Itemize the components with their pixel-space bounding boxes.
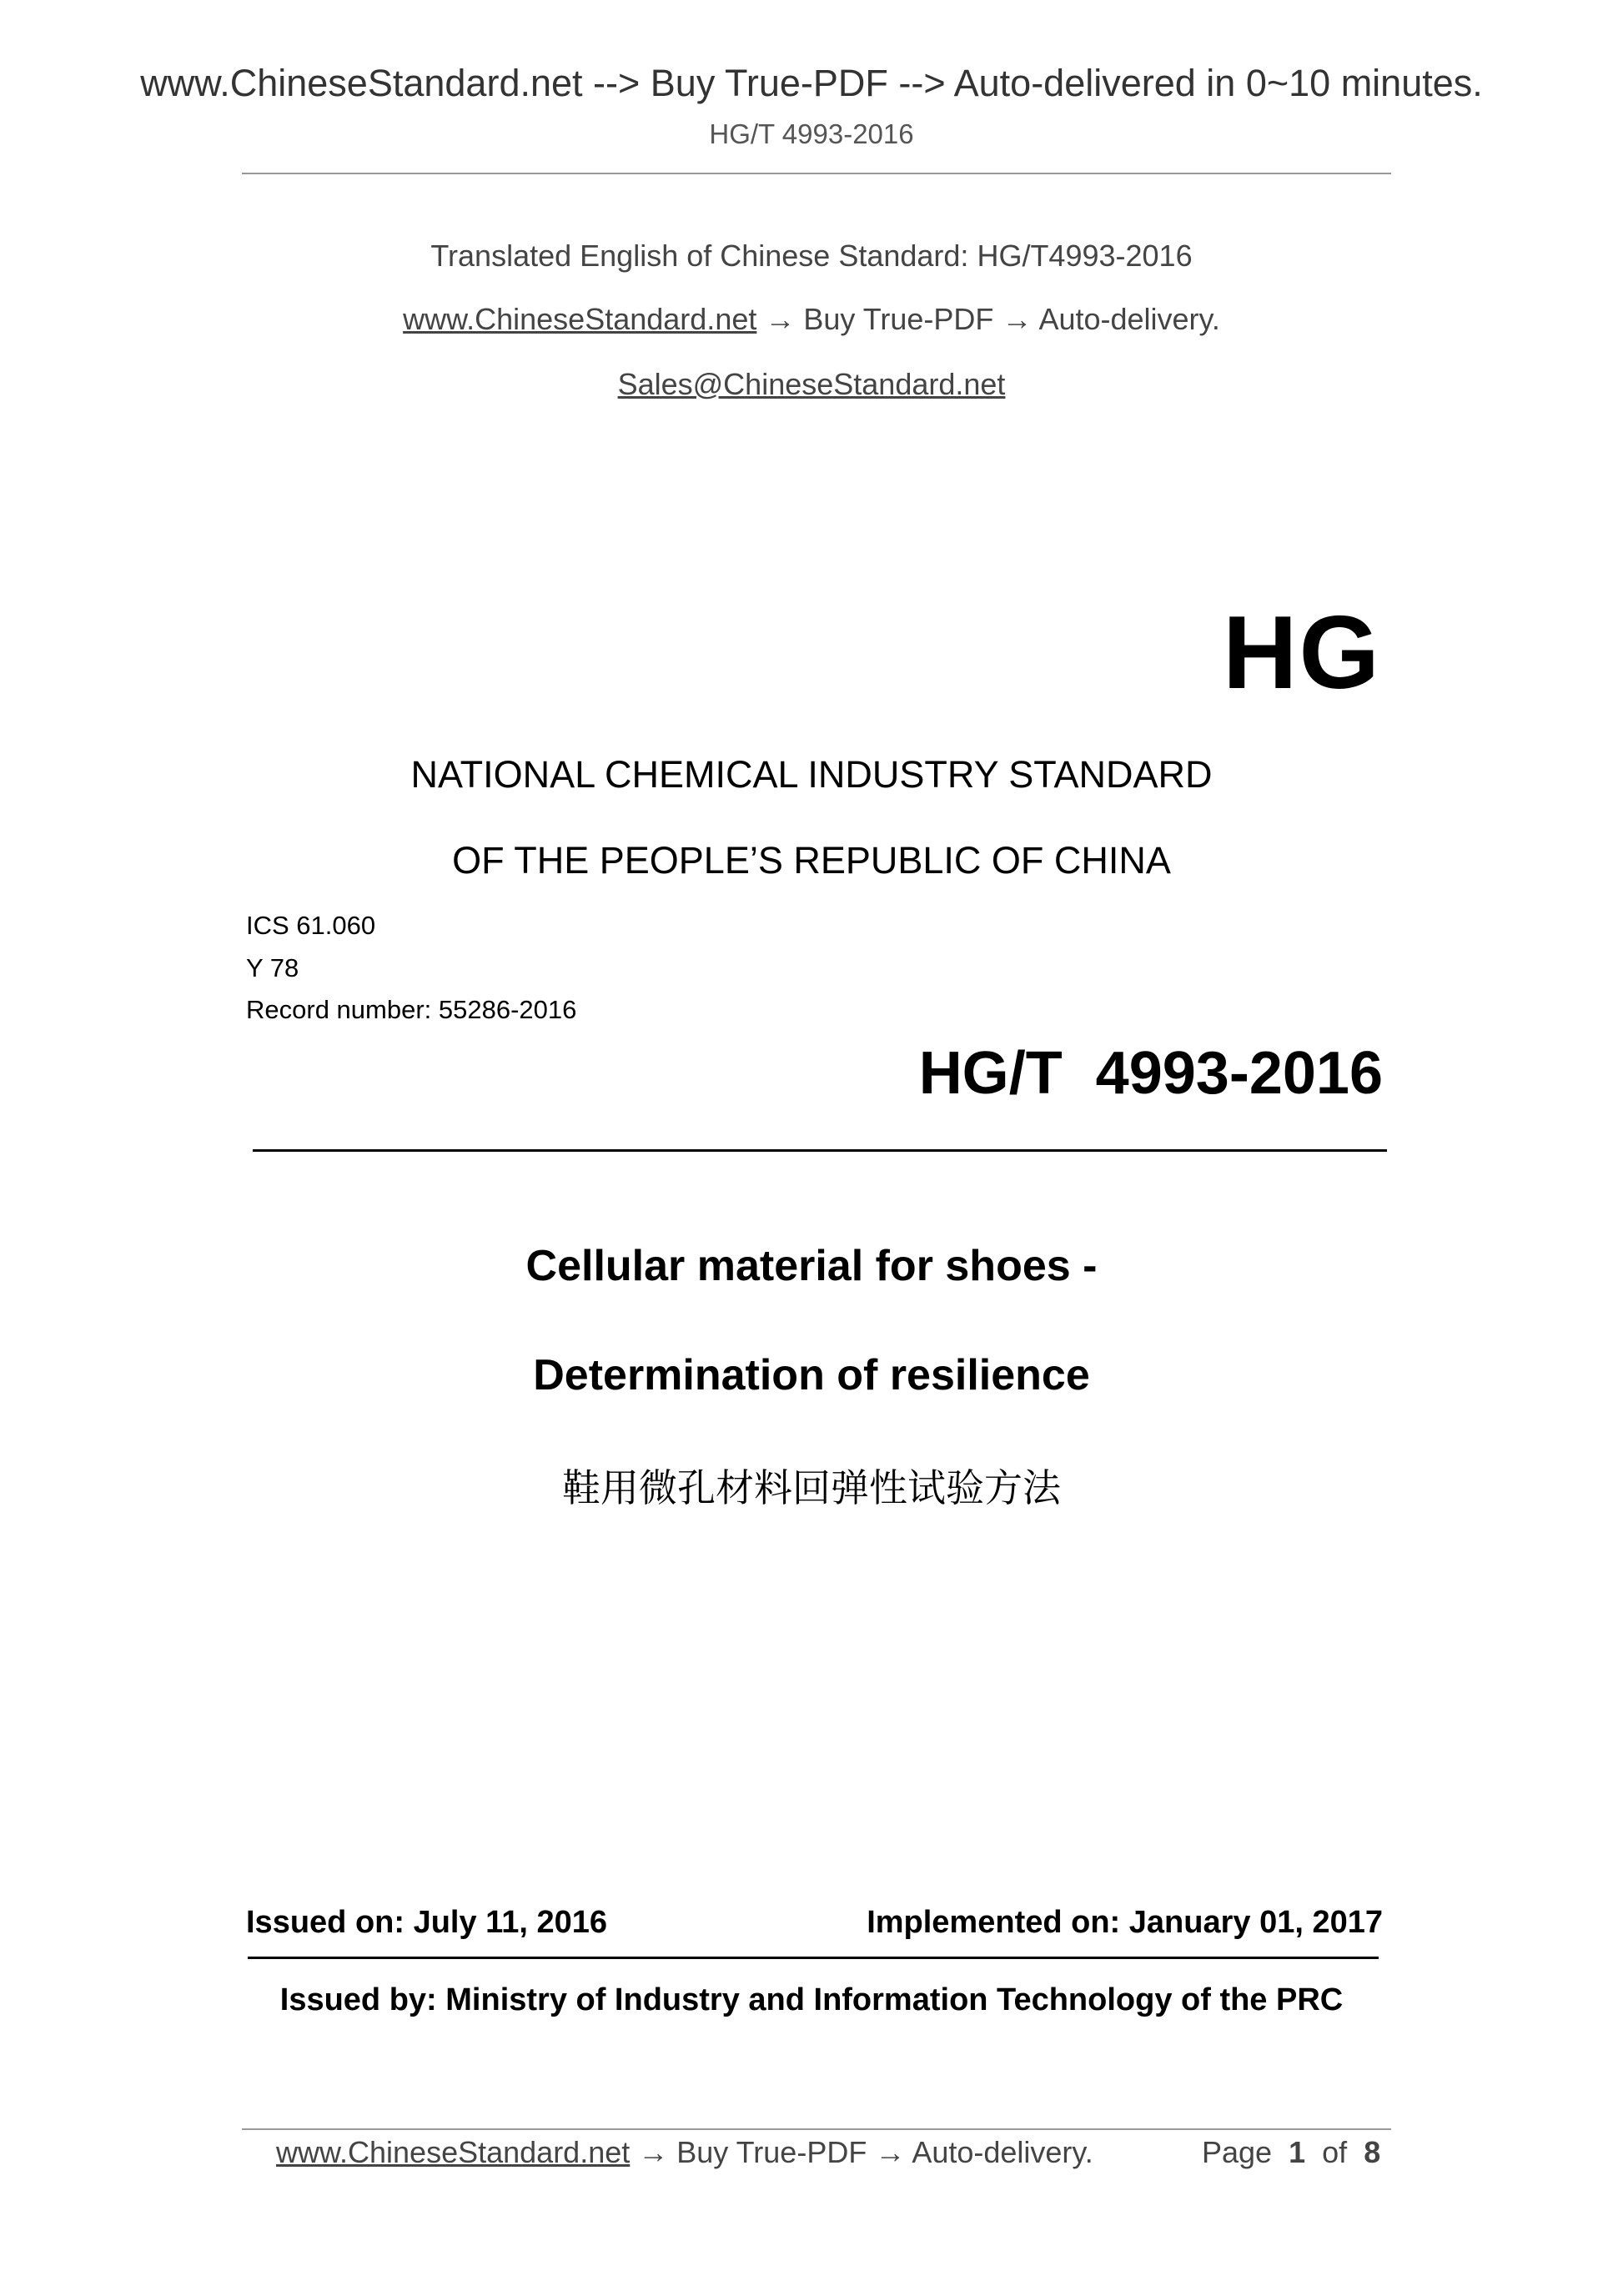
title-chinese: 鞋用微孔材料回弹性试验方法 xyxy=(562,1465,1061,1510)
intro-email-line xyxy=(0,367,1623,402)
national-standard-line1: NATIONAL CHEMICAL INDUSTRY STANDARD xyxy=(410,753,1213,796)
intro-link-line xyxy=(0,302,1623,337)
hg-mark: HG xyxy=(1223,595,1381,711)
of-label: of xyxy=(1322,2135,1348,2169)
page-number: 1 xyxy=(1289,2135,1306,2169)
issue-divider xyxy=(248,1957,1379,1959)
record-number: Record number: 55286-2016 xyxy=(246,995,577,1024)
top-banner: www.ChineseStandard.net --> Buy True-PDF --> Auto-delivered in 0~10 minutes. xyxy=(140,62,1483,104)
title-line2: Determination of resilience xyxy=(533,1351,1090,1399)
translated-notice: Translated English of Chinese Standard: HG/T4993-2016 xyxy=(430,239,1193,273)
footer-site-link[interactable]: www.ChineseStandard.net xyxy=(276,2135,631,2169)
title-divider xyxy=(253,1149,1387,1152)
header-standard-code: HG/T 4993-2016 xyxy=(709,118,914,149)
header-divider xyxy=(242,173,1391,174)
footer-link-line xyxy=(276,2135,1093,2170)
page-label: Page xyxy=(1202,2135,1273,2169)
title-line1: Cellular material for shoes - xyxy=(525,1242,1098,1290)
standard-code: HG/T 4993-2016 xyxy=(918,1040,1383,1107)
page-total: 8 xyxy=(1364,2135,1381,2169)
issued-on-date: Issued on: July 11, 2016 xyxy=(246,1905,607,1940)
issued-by: Issued by: Ministry of Industry and Information Technology of the PRC xyxy=(279,1982,1344,2017)
intro-site-link[interactable]: www.ChineseStandard.net xyxy=(403,302,757,336)
y-code: Y 78 xyxy=(246,953,299,982)
ics-code: ICS 61.060 xyxy=(246,911,376,940)
sales-email-link[interactable]: Sales@ChineseStandard.net xyxy=(617,367,1006,401)
page-indicator xyxy=(1202,2135,1380,2170)
national-standard-line2: OF THE PEOPLE’S REPUBLIC OF CHINA xyxy=(452,839,1171,882)
implemented-on-date: Implemented on: January 01, 2017 xyxy=(867,1905,1383,1940)
footer-divider xyxy=(242,2128,1391,2130)
intro-site-rest: → Buy True-PDF → Auto-delivery. xyxy=(756,302,1220,336)
footer-site-rest: → Buy True-PDF → Auto-delivery. xyxy=(630,2135,1093,2169)
